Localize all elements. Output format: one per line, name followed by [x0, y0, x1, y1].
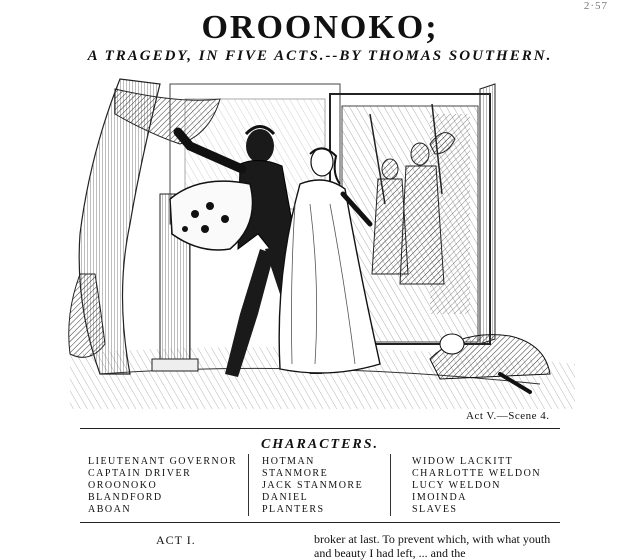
divider-rule — [80, 522, 560, 523]
cast-name: DANIEL — [262, 492, 309, 503]
cast-name: PLANTERS — [262, 504, 325, 515]
cast-name: LIEUTENANT GOVERNOR — [88, 456, 238, 467]
cast-column-2 — [262, 456, 363, 516]
cast-name: ABOAN — [88, 504, 132, 515]
characters-heading: CHARACTERS. — [260, 437, 380, 452]
text-line: and beauty I had left, ... and the — [314, 546, 466, 560]
cast-name: JACK STANMORE — [262, 480, 364, 491]
cast-column-1 — [88, 456, 237, 516]
cast-name: SLAVES — [412, 504, 458, 515]
cast-name: STANMORE — [262, 468, 329, 479]
cast-name: CHARLOTTE WELDON — [412, 468, 542, 479]
divider-rule — [80, 428, 560, 429]
column-divider — [390, 454, 391, 516]
corner-mark: 2·57 — [583, 0, 608, 12]
text-line: broker at last. To prevent which, with what youth — [314, 532, 551, 546]
column-divider — [248, 454, 249, 516]
cast-name: HOTMAN — [262, 456, 315, 467]
illustration-caption: Act V.—Scene 4. — [466, 410, 550, 422]
body-text — [314, 532, 584, 560]
cast-name: WIDOW LACKITT — [412, 456, 514, 467]
page-subtitle: A TRAGEDY, IN FIVE ACTS.--BY THOMAS SOUTHERN. — [87, 48, 553, 64]
act-heading: ACT I. — [156, 533, 196, 547]
engraving-illustration — [60, 74, 580, 409]
cast-name: CAPTAIN DRIVER — [88, 468, 192, 479]
cast-name: OROONOKO — [88, 480, 158, 491]
cast-column-3 — [412, 456, 541, 516]
page-title: OROONOKO; — [201, 9, 439, 46]
cast-name: IMOINDA — [412, 492, 467, 503]
cast-name: LUCY WELDON — [412, 480, 501, 491]
cast-name: BLANDFORD — [88, 492, 163, 503]
